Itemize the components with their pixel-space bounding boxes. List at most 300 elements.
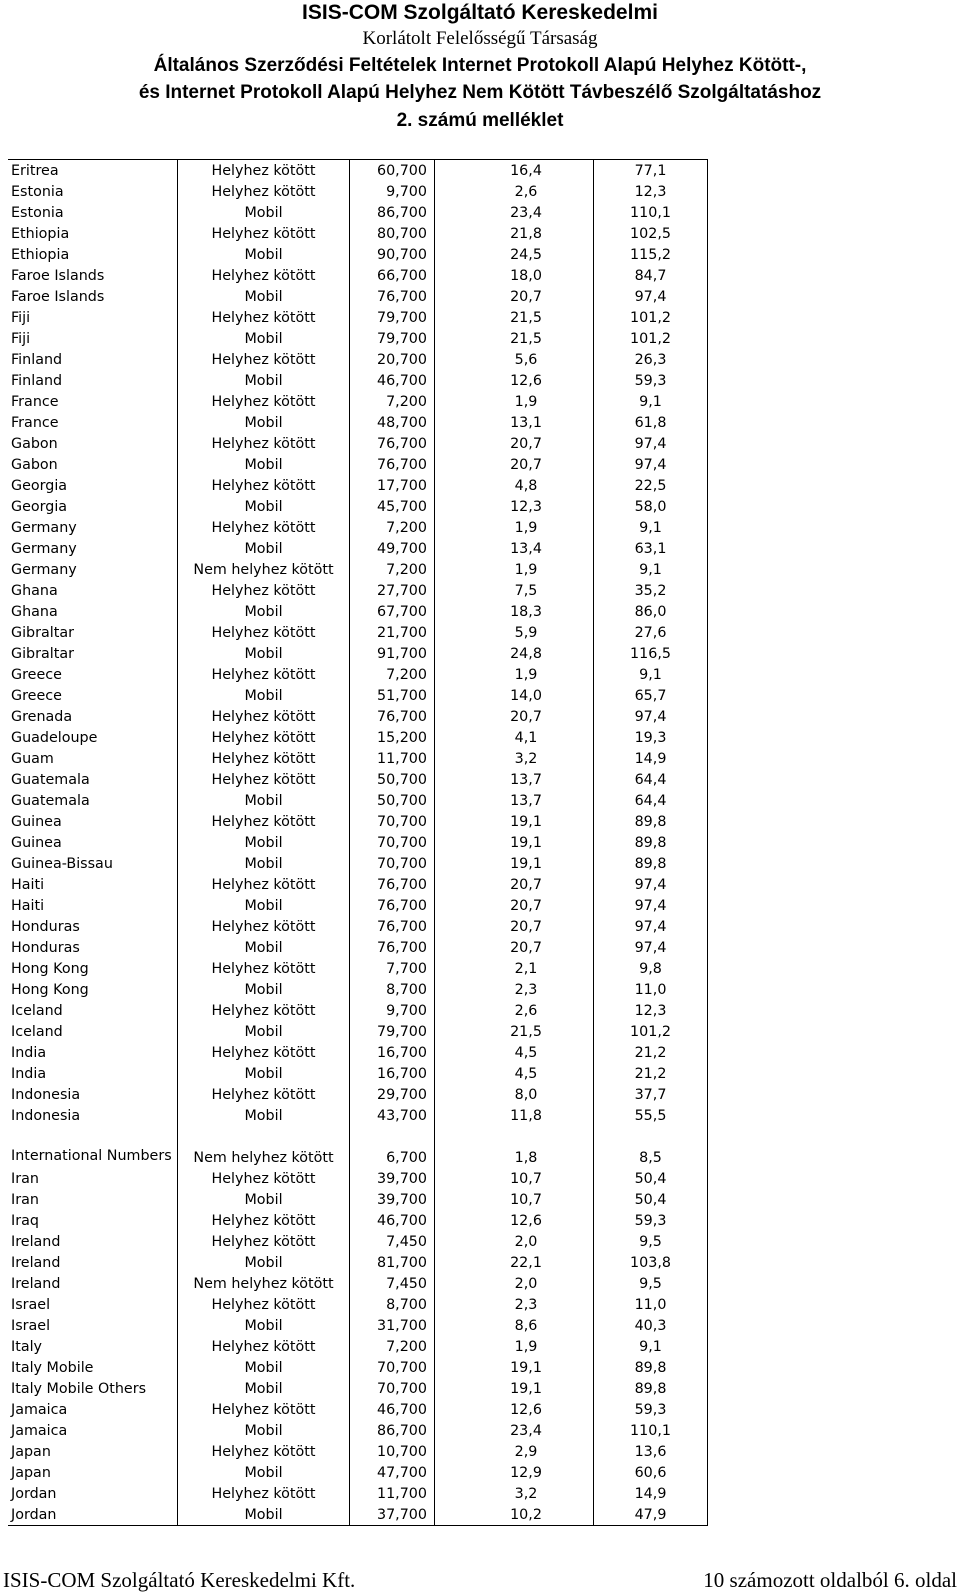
rate-cell: 79,700 (350, 328, 435, 349)
total-cell: 9,1 (594, 559, 708, 580)
country-cell: Gabon (8, 433, 178, 454)
table-row (8, 1441, 708, 1462)
vat-cell: 5,6 (435, 349, 594, 370)
table-row (8, 370, 708, 391)
total-cell: 37,7 (594, 1084, 708, 1105)
rate-cell: 20,700 (350, 349, 435, 370)
country-cell: Jamaica (8, 1420, 178, 1441)
country-cell: Faroe Islands (8, 265, 178, 286)
total-cell: 89,8 (594, 1357, 708, 1378)
line-type-cell: Helyhez kötött (178, 1084, 350, 1105)
total-cell: 12,3 (594, 1000, 708, 1021)
rate-cell: 90,700 (350, 244, 435, 265)
document-title-line-2: és Internet Protokoll Alapú Helyhez Nem Kötött Távbeszélő Szolgáltatáshoz (138, 82, 822, 103)
table-row (8, 202, 708, 223)
table-row (8, 1315, 708, 1336)
line-type-cell: Helyhez kötött (178, 706, 350, 727)
footer-company: ISIS-COM Szolgáltató Kereskedelmi Kft. (3, 1568, 356, 1592)
vat-cell: 18,3 (435, 601, 594, 622)
company-form: Korlátolt Felelősségű Társaság (362, 28, 598, 49)
table-row (8, 1231, 708, 1252)
country-cell: Guam (8, 748, 178, 769)
table-row (8, 475, 708, 496)
vat-cell: 1,9 (435, 664, 594, 685)
vat-cell: 16,4 (435, 160, 594, 182)
table-row (8, 1273, 708, 1294)
table-row (8, 916, 708, 937)
vat-cell: 4,8 (435, 475, 594, 496)
rate-table (8, 159, 708, 1526)
rate-cell: 39,700 (350, 1189, 435, 1210)
vat-cell: 19,1 (435, 1357, 594, 1378)
line-type-cell: Mobil (178, 1315, 350, 1336)
table-row (8, 1294, 708, 1315)
country-cell: Gibraltar (8, 643, 178, 664)
vat-cell: 1,9 (435, 559, 594, 580)
table-row (8, 853, 708, 874)
vat-cell: 12,9 (435, 1462, 594, 1483)
table-row (8, 958, 708, 979)
rate-cell: 16,700 (350, 1042, 435, 1063)
total-cell: 47,9 (594, 1504, 708, 1526)
country-cell: Israel (8, 1315, 178, 1336)
line-type-cell: Mobil (178, 1504, 350, 1526)
total-cell: 9,1 (594, 517, 708, 538)
line-type-cell: Helyhez kötött (178, 1168, 350, 1189)
vat-cell: 12,6 (435, 1399, 594, 1420)
rate-cell: 70,700 (350, 853, 435, 874)
total-cell: 64,4 (594, 769, 708, 790)
vat-cell: 21,8 (435, 223, 594, 244)
total-cell: 110,1 (594, 1420, 708, 1441)
country-cell: Italy Mobile (8, 1357, 178, 1378)
vat-cell: 20,7 (435, 433, 594, 454)
rate-cell: 46,700 (350, 370, 435, 391)
vat-cell: 19,1 (435, 811, 594, 832)
total-cell: 89,8 (594, 853, 708, 874)
vat-cell: 13,4 (435, 538, 594, 559)
table-row (8, 1399, 708, 1420)
line-type-cell: Mobil (178, 286, 350, 307)
rate-cell: 11,700 (350, 748, 435, 769)
line-type-cell: Mobil (178, 1063, 350, 1084)
vat-cell: 18,0 (435, 265, 594, 286)
vat-cell: 1,8 (435, 1126, 594, 1168)
vat-cell: 7,5 (435, 580, 594, 601)
vat-cell: 2,1 (435, 958, 594, 979)
country-cell: Ethiopia (8, 223, 178, 244)
country-cell: Ireland (8, 1252, 178, 1273)
rate-table-body (8, 160, 708, 1526)
line-type-cell: Helyhez kötött (178, 664, 350, 685)
total-cell: 9,5 (594, 1273, 708, 1294)
rate-cell: 7,450 (350, 1231, 435, 1252)
line-type-cell: Nem helyhez kötött (178, 559, 350, 580)
table-row (8, 454, 708, 475)
country-cell: Georgia (8, 496, 178, 517)
vat-cell: 14,0 (435, 685, 594, 706)
country-cell: Japan (8, 1462, 178, 1483)
line-type-cell: Helyhez kötött (178, 769, 350, 790)
rate-cell: 70,700 (350, 1378, 435, 1399)
line-type-cell: Helyhez kötött (178, 1000, 350, 1021)
country-cell: Georgia (8, 475, 178, 496)
vat-cell: 19,1 (435, 1378, 594, 1399)
total-cell: 97,4 (594, 895, 708, 916)
total-cell: 14,9 (594, 748, 708, 769)
vat-cell: 20,7 (435, 874, 594, 895)
rate-cell: 7,200 (350, 664, 435, 685)
table-row (8, 538, 708, 559)
total-cell: 101,2 (594, 307, 708, 328)
table-row (8, 1126, 708, 1168)
total-cell: 12,3 (594, 181, 708, 202)
rate-cell: 7,200 (350, 1336, 435, 1357)
country-cell: Iran (8, 1168, 178, 1189)
country-cell: Guinea (8, 811, 178, 832)
country-cell: Finland (8, 370, 178, 391)
table-row (8, 748, 708, 769)
total-cell: 115,2 (594, 244, 708, 265)
country-cell: Gabon (8, 454, 178, 475)
rate-cell: 86,700 (350, 1420, 435, 1441)
line-type-cell: Mobil (178, 895, 350, 916)
vat-cell: 20,7 (435, 706, 594, 727)
country-cell: Italy (8, 1336, 178, 1357)
line-type-cell: Mobil (178, 1420, 350, 1441)
total-cell: 9,1 (594, 1336, 708, 1357)
table-row (8, 1504, 708, 1526)
rate-cell: 29,700 (350, 1084, 435, 1105)
country-cell: Japan (8, 1441, 178, 1462)
rate-cell: 51,700 (350, 685, 435, 706)
table-row (8, 874, 708, 895)
country-cell: Fiji (8, 328, 178, 349)
country-cell: Jordan (8, 1504, 178, 1526)
line-type-cell: Helyhez kötött (178, 1336, 350, 1357)
table-row (8, 1084, 708, 1105)
rate-cell: 76,700 (350, 286, 435, 307)
total-cell: 59,3 (594, 1399, 708, 1420)
rate-cell: 39,700 (350, 1168, 435, 1189)
total-cell: 50,4 (594, 1168, 708, 1189)
country-cell: Ireland (8, 1231, 178, 1252)
vat-cell: 23,4 (435, 1420, 594, 1441)
country-cell: Guinea-Bissau (8, 853, 178, 874)
vat-cell: 3,2 (435, 748, 594, 769)
line-type-cell: Mobil (178, 202, 350, 223)
country-cell: Iceland (8, 1000, 178, 1021)
table-row (8, 664, 708, 685)
vat-cell: 20,7 (435, 937, 594, 958)
rate-cell: 31,700 (350, 1315, 435, 1336)
rate-cell: 10,700 (350, 1441, 435, 1462)
line-type-cell: Helyhez kötött (178, 1231, 350, 1252)
total-cell: 21,2 (594, 1063, 708, 1084)
table-row (8, 265, 708, 286)
country-cell: India (8, 1042, 178, 1063)
line-type-cell: Mobil (178, 1357, 350, 1378)
vat-cell: 2,6 (435, 181, 594, 202)
rate-cell: 21,700 (350, 622, 435, 643)
vat-cell: 20,7 (435, 286, 594, 307)
total-cell: 58,0 (594, 496, 708, 517)
total-cell: 89,8 (594, 1378, 708, 1399)
rate-cell: 9,700 (350, 181, 435, 202)
line-type-cell: Mobil (178, 601, 350, 622)
rate-cell: 76,700 (350, 874, 435, 895)
line-type-cell: Mobil (178, 937, 350, 958)
line-type-cell: Nem helyhez kötött (178, 1273, 350, 1294)
table-row (8, 706, 708, 727)
vat-cell: 1,9 (435, 1336, 594, 1357)
line-type-cell: Mobil (178, 1189, 350, 1210)
country-cell: France (8, 391, 178, 412)
rate-cell: 11,700 (350, 1483, 435, 1504)
table-row (8, 1210, 708, 1231)
table-row (8, 1063, 708, 1084)
vat-cell: 24,5 (435, 244, 594, 265)
table-row (8, 1021, 708, 1042)
line-type-cell: Helyhez kötött (178, 181, 350, 202)
total-cell: 97,4 (594, 706, 708, 727)
vat-cell: 21,5 (435, 328, 594, 349)
line-type-cell: Nem helyhez kötött (178, 1126, 350, 1168)
table-row (8, 727, 708, 748)
total-cell: 61,8 (594, 412, 708, 433)
total-cell: 9,5 (594, 1231, 708, 1252)
line-type-cell: Helyhez kötött (178, 475, 350, 496)
rate-cell: 70,700 (350, 832, 435, 853)
country-cell: Hong Kong (8, 979, 178, 1000)
country-cell: Honduras (8, 916, 178, 937)
rate-cell: 76,700 (350, 916, 435, 937)
total-cell: 19,3 (594, 727, 708, 748)
table-row (8, 1483, 708, 1504)
table-row (8, 517, 708, 538)
rate-cell: 47,700 (350, 1462, 435, 1483)
total-cell: 63,1 (594, 538, 708, 559)
line-type-cell: Helyhez kötött (178, 1399, 350, 1420)
line-type-cell: Mobil (178, 370, 350, 391)
vat-cell: 21,5 (435, 307, 594, 328)
vat-cell: 4,1 (435, 727, 594, 748)
line-type-cell: Helyhez kötött (178, 433, 350, 454)
vat-cell: 8,6 (435, 1315, 594, 1336)
rate-cell: 79,700 (350, 307, 435, 328)
rate-cell: 70,700 (350, 1357, 435, 1378)
line-type-cell: Helyhez kötött (178, 958, 350, 979)
country-cell: Haiti (8, 874, 178, 895)
country-cell: Finland (8, 349, 178, 370)
country-cell: Ireland (8, 1273, 178, 1294)
total-cell: 26,3 (594, 349, 708, 370)
total-cell: 59,3 (594, 1210, 708, 1231)
line-type-cell: Mobil (178, 1021, 350, 1042)
vat-cell: 10,7 (435, 1168, 594, 1189)
line-type-cell: Mobil (178, 454, 350, 475)
total-cell: 11,0 (594, 1294, 708, 1315)
rate-cell: 15,200 (350, 727, 435, 748)
rate-cell: 46,700 (350, 1399, 435, 1420)
vat-cell: 23,4 (435, 202, 594, 223)
country-cell: International Numbers (8, 1126, 178, 1168)
line-type-cell: Helyhez kötött (178, 622, 350, 643)
vat-cell: 19,1 (435, 832, 594, 853)
rate-cell: 76,700 (350, 454, 435, 475)
country-cell: Iran (8, 1189, 178, 1210)
line-type-cell: Mobil (178, 412, 350, 433)
line-type-cell: Helyhez kötött (178, 391, 350, 412)
vat-cell: 8,0 (435, 1084, 594, 1105)
country-cell: Estonia (8, 181, 178, 202)
line-type-cell: Mobil (178, 853, 350, 874)
rate-cell: 6,700 (350, 1126, 435, 1168)
table-row (8, 223, 708, 244)
country-cell: Jamaica (8, 1399, 178, 1420)
line-type-cell: Mobil (178, 790, 350, 811)
vat-cell: 1,9 (435, 391, 594, 412)
table-row (8, 181, 708, 202)
vat-cell: 1,9 (435, 517, 594, 538)
rate-cell: 79,700 (350, 1021, 435, 1042)
line-type-cell: Mobil (178, 496, 350, 517)
rate-cell: 60,700 (350, 160, 435, 182)
rate-cell: 81,700 (350, 1252, 435, 1273)
table-row (8, 979, 708, 1000)
rate-cell: 7,200 (350, 391, 435, 412)
country-cell: Germany (8, 559, 178, 580)
total-cell: 86,0 (594, 601, 708, 622)
country-cell: France (8, 412, 178, 433)
line-type-cell: Mobil (178, 979, 350, 1000)
total-cell: 11,0 (594, 979, 708, 1000)
total-cell: 13,6 (594, 1441, 708, 1462)
country-cell: Estonia (8, 202, 178, 223)
country-cell: Fiji (8, 307, 178, 328)
total-cell: 101,2 (594, 328, 708, 349)
vat-cell: 10,7 (435, 1189, 594, 1210)
footer-page-number: 10 számozott oldalból 6. oldal (703, 1568, 957, 1592)
document-title-line-1: Általános Szerződési Feltételek Internet Protokoll Alapú Helyhez Kötött-, (153, 55, 807, 76)
table-row (8, 1252, 708, 1273)
country-cell: Greece (8, 685, 178, 706)
total-cell: 97,4 (594, 433, 708, 454)
country-cell: Italy Mobile Others (8, 1378, 178, 1399)
table-row (8, 1336, 708, 1357)
line-type-cell: Helyhez kötött (178, 580, 350, 601)
country-cell: Indonesia (8, 1105, 178, 1126)
table-row (8, 433, 708, 454)
line-type-cell: Helyhez kötött (178, 874, 350, 895)
country-cell: Ghana (8, 580, 178, 601)
line-type-cell: Mobil (178, 328, 350, 349)
total-cell: 64,4 (594, 790, 708, 811)
table-row (8, 349, 708, 370)
country-cell: Guadeloupe (8, 727, 178, 748)
country-cell: Greece (8, 664, 178, 685)
total-cell: 97,4 (594, 874, 708, 895)
vat-cell: 2,3 (435, 1294, 594, 1315)
country-cell: Jordan (8, 1483, 178, 1504)
total-cell: 116,5 (594, 643, 708, 664)
rate-cell: 27,700 (350, 580, 435, 601)
vat-cell: 13,1 (435, 412, 594, 433)
vat-cell: 10,2 (435, 1504, 594, 1526)
table-row (8, 412, 708, 433)
line-type-cell: Mobil (178, 832, 350, 853)
vat-cell: 4,5 (435, 1063, 594, 1084)
line-type-cell: Helyhez kötött (178, 160, 350, 182)
total-cell: 89,8 (594, 811, 708, 832)
rate-cell: 76,700 (350, 433, 435, 454)
rate-cell: 7,450 (350, 1273, 435, 1294)
vat-cell: 12,6 (435, 1210, 594, 1231)
total-cell: 101,2 (594, 1021, 708, 1042)
total-cell: 27,6 (594, 622, 708, 643)
rate-cell: 76,700 (350, 706, 435, 727)
total-cell: 97,4 (594, 286, 708, 307)
total-cell: 50,4 (594, 1189, 708, 1210)
table-row (8, 1357, 708, 1378)
line-type-cell: Helyhez kötött (178, 517, 350, 538)
table-row (8, 391, 708, 412)
table-row (8, 1105, 708, 1126)
country-cell: Honduras (8, 937, 178, 958)
total-cell: 55,5 (594, 1105, 708, 1126)
rate-cell: 45,700 (350, 496, 435, 517)
table-row (8, 811, 708, 832)
page-footer (0, 1565, 960, 1595)
vat-cell: 2,3 (435, 979, 594, 1000)
country-cell: Guatemala (8, 769, 178, 790)
table-row (8, 685, 708, 706)
line-type-cell: Helyhez kötött (178, 1210, 350, 1231)
line-type-cell: Helyhez kötött (178, 1042, 350, 1063)
table-row (8, 832, 708, 853)
country-cell: Iraq (8, 1210, 178, 1231)
vat-cell: 2,0 (435, 1231, 594, 1252)
total-cell: 22,5 (594, 475, 708, 496)
total-cell: 9,1 (594, 391, 708, 412)
total-cell: 35,2 (594, 580, 708, 601)
country-cell: Ghana (8, 601, 178, 622)
vat-cell: 2,0 (435, 1273, 594, 1294)
vat-cell: 20,7 (435, 916, 594, 937)
vat-cell: 2,6 (435, 1000, 594, 1021)
rate-cell: 50,700 (350, 790, 435, 811)
rate-cell: 80,700 (350, 223, 435, 244)
country-cell: Grenada (8, 706, 178, 727)
country-cell: Iceland (8, 1021, 178, 1042)
line-type-cell: Mobil (178, 1105, 350, 1126)
table-row (8, 580, 708, 601)
line-type-cell: Mobil (178, 244, 350, 265)
line-type-cell: Mobil (178, 1378, 350, 1399)
table-row (8, 643, 708, 664)
total-cell: 8,5 (594, 1126, 708, 1168)
rate-cell: 48,700 (350, 412, 435, 433)
country-cell: Guinea (8, 832, 178, 853)
vat-cell: 13,7 (435, 769, 594, 790)
rate-cell: 43,700 (350, 1105, 435, 1126)
line-type-cell: Helyhez kötött (178, 1483, 350, 1504)
vat-cell: 2,9 (435, 1441, 594, 1462)
country-cell: Haiti (8, 895, 178, 916)
country-cell: Ethiopia (8, 244, 178, 265)
vat-cell: 4,5 (435, 1042, 594, 1063)
vat-cell: 20,7 (435, 895, 594, 916)
